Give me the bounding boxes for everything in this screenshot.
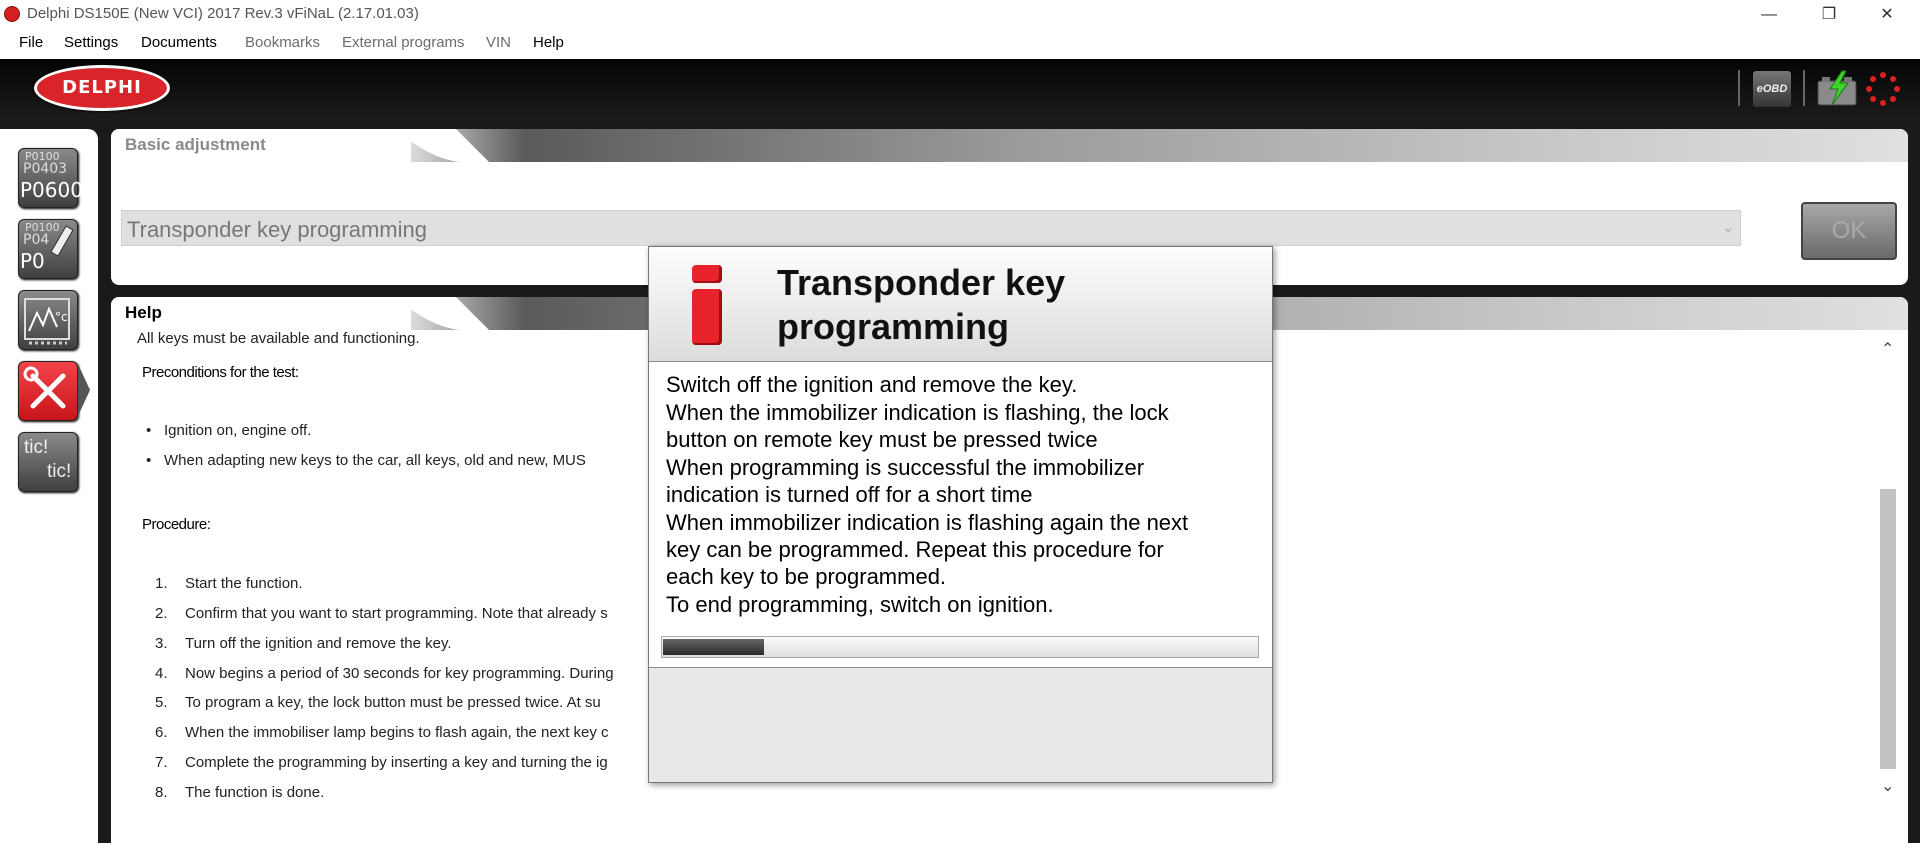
code-label: P0600 — [20, 178, 83, 202]
dialog-text-line: key can be programmed. Repeat this procedure for — [666, 537, 1164, 562]
tic-button[interactable] — [18, 432, 78, 492]
progress-fill — [663, 639, 764, 655]
menu-file[interactable]: File — [19, 34, 44, 51]
tic-label: tic! — [47, 461, 72, 482]
function-select-value: Transponder key programming — [127, 217, 427, 242]
scroll-thumb[interactable] — [1880, 489, 1896, 769]
eraser-pencil-icon — [49, 224, 75, 264]
restore-button[interactable]: ❐ — [1821, 6, 1837, 23]
eobd-icon[interactable]: eOBD — [1753, 71, 1791, 107]
panel-header — [111, 129, 1908, 162]
precondition-item: • Ignition on, engine off. — [164, 422, 311, 439]
menu-help[interactable]: Help — [533, 34, 564, 51]
procedure-heading: Procedure: — [142, 516, 211, 533]
function-select[interactable] — [121, 210, 1741, 246]
code-label: P0100 — [25, 221, 60, 234]
progress-bar — [661, 636, 1259, 658]
procedure-step: 8. The function is done. — [155, 784, 325, 801]
dialog-text-line: When the immobilizer indication is flashing, the lock — [666, 400, 1169, 425]
info-icon — [689, 265, 725, 345]
dialog-title: Transponder key programming — [777, 262, 1066, 347]
toolbar-separator — [1738, 70, 1740, 106]
clear-codes-button[interactable] — [18, 219, 78, 279]
sidebar — [0, 129, 98, 843]
procedure-step: 3. Turn off the ignition and remove the key. — [155, 635, 452, 652]
close-button[interactable]: ✕ — [1880, 6, 1894, 23]
dialog-text-line: When programming is successful the immobilizer — [666, 455, 1145, 480]
live-data-button[interactable] — [18, 290, 78, 350]
procedure-step: 7. Complete the programming by inserting a key and turning the ig — [155, 754, 608, 771]
panel-title: Basic adjustment — [125, 135, 266, 154]
code-label: P0100 — [25, 150, 60, 163]
minimize-button[interactable]: — — [1761, 6, 1777, 23]
dialog-body — [649, 362, 1272, 668]
scroll-down-icon[interactable]: ⌄ — [1881, 778, 1895, 795]
dialog-header — [649, 247, 1272, 362]
adjustments-button[interactable] — [18, 361, 78, 421]
procedure-step: 6. When the immobiliser lamp begins to flash again, the next key c — [155, 724, 609, 741]
dialog-text-line: each key to be programmed. — [666, 564, 947, 589]
dialog-text-line: button on remote key must be pressed twice — [666, 427, 1098, 452]
precondition-item: • When adapting new keys to the car, all keys, old and new, MUS — [164, 452, 586, 469]
code-label: P04 — [23, 232, 50, 248]
window-title: Delphi DS150E (New VCI) 2017 Rev.3 vFiNaL (2.17.01.03) — [27, 5, 419, 22]
procedure-step: 4. Now begins a period of 30 seconds for key programming. During — [155, 665, 614, 682]
procedure-step: 1. Start the function. — [155, 575, 303, 592]
connection-status-icon — [1866, 72, 1900, 106]
menu-external-programs[interactable]: External programs — [342, 34, 465, 51]
delphi-logo — [34, 65, 170, 111]
menu-documents[interactable]: Documents — [141, 34, 217, 51]
menu-bookmarks[interactable]: Bookmarks — [245, 34, 321, 51]
transponder-dialog — [648, 246, 1273, 783]
tic-label: tic! — [24, 437, 49, 458]
vci-battery-icon[interactable] — [1816, 71, 1858, 107]
menu-vin[interactable]: VIN — [486, 34, 512, 51]
wrench-screwdriver-icon — [19, 362, 77, 420]
app-icon — [4, 6, 20, 22]
title-bar — [0, 0, 1920, 29]
toolbar-separator — [1803, 70, 1805, 106]
svg-text:°c: °c — [55, 310, 68, 324]
dialog-text-line: To end programming, switch on ignition. — [666, 592, 1054, 617]
ok-button[interactable]: OK — [1801, 202, 1897, 260]
chevron-down-icon: ⌄ — [1722, 219, 1734, 235]
code-label: P0403 — [23, 161, 68, 177]
dialog-text-line: Switch off the ignition and remove the key. — [666, 372, 1078, 397]
brand-bar — [0, 59, 1920, 117]
dialog-footer — [649, 668, 1272, 782]
fault-codes-button[interactable] — [18, 148, 83, 208]
procedure-step: 5. To program a key, the lock button must be pressed twice. At su — [155, 694, 601, 711]
preconditions-heading: Preconditions for the test: — [142, 364, 299, 381]
logo-text: DELPHI — [62, 77, 142, 98]
help-scrollbar[interactable] — [1877, 339, 1899, 795]
active-indicator-arrow — [78, 364, 90, 416]
scroll-up-icon[interactable]: ⌃ — [1881, 341, 1895, 358]
menu-bar — [0, 29, 1920, 60]
code-label: P0 — [20, 249, 45, 273]
help-intro: All keys must be available and functioning. — [137, 330, 420, 347]
panel-title: Help — [125, 303, 162, 322]
menu-settings[interactable]: Settings — [64, 34, 119, 51]
procedure-step: 2. Confirm that you want to start programming. Note that already s — [155, 605, 608, 622]
dialog-text-line: When immobilizer indication is flashing again the next — [666, 510, 1189, 535]
dialog-text-line: indication is turned off for a short time — [666, 482, 1033, 507]
engine-live-data-icon — [19, 291, 77, 349]
